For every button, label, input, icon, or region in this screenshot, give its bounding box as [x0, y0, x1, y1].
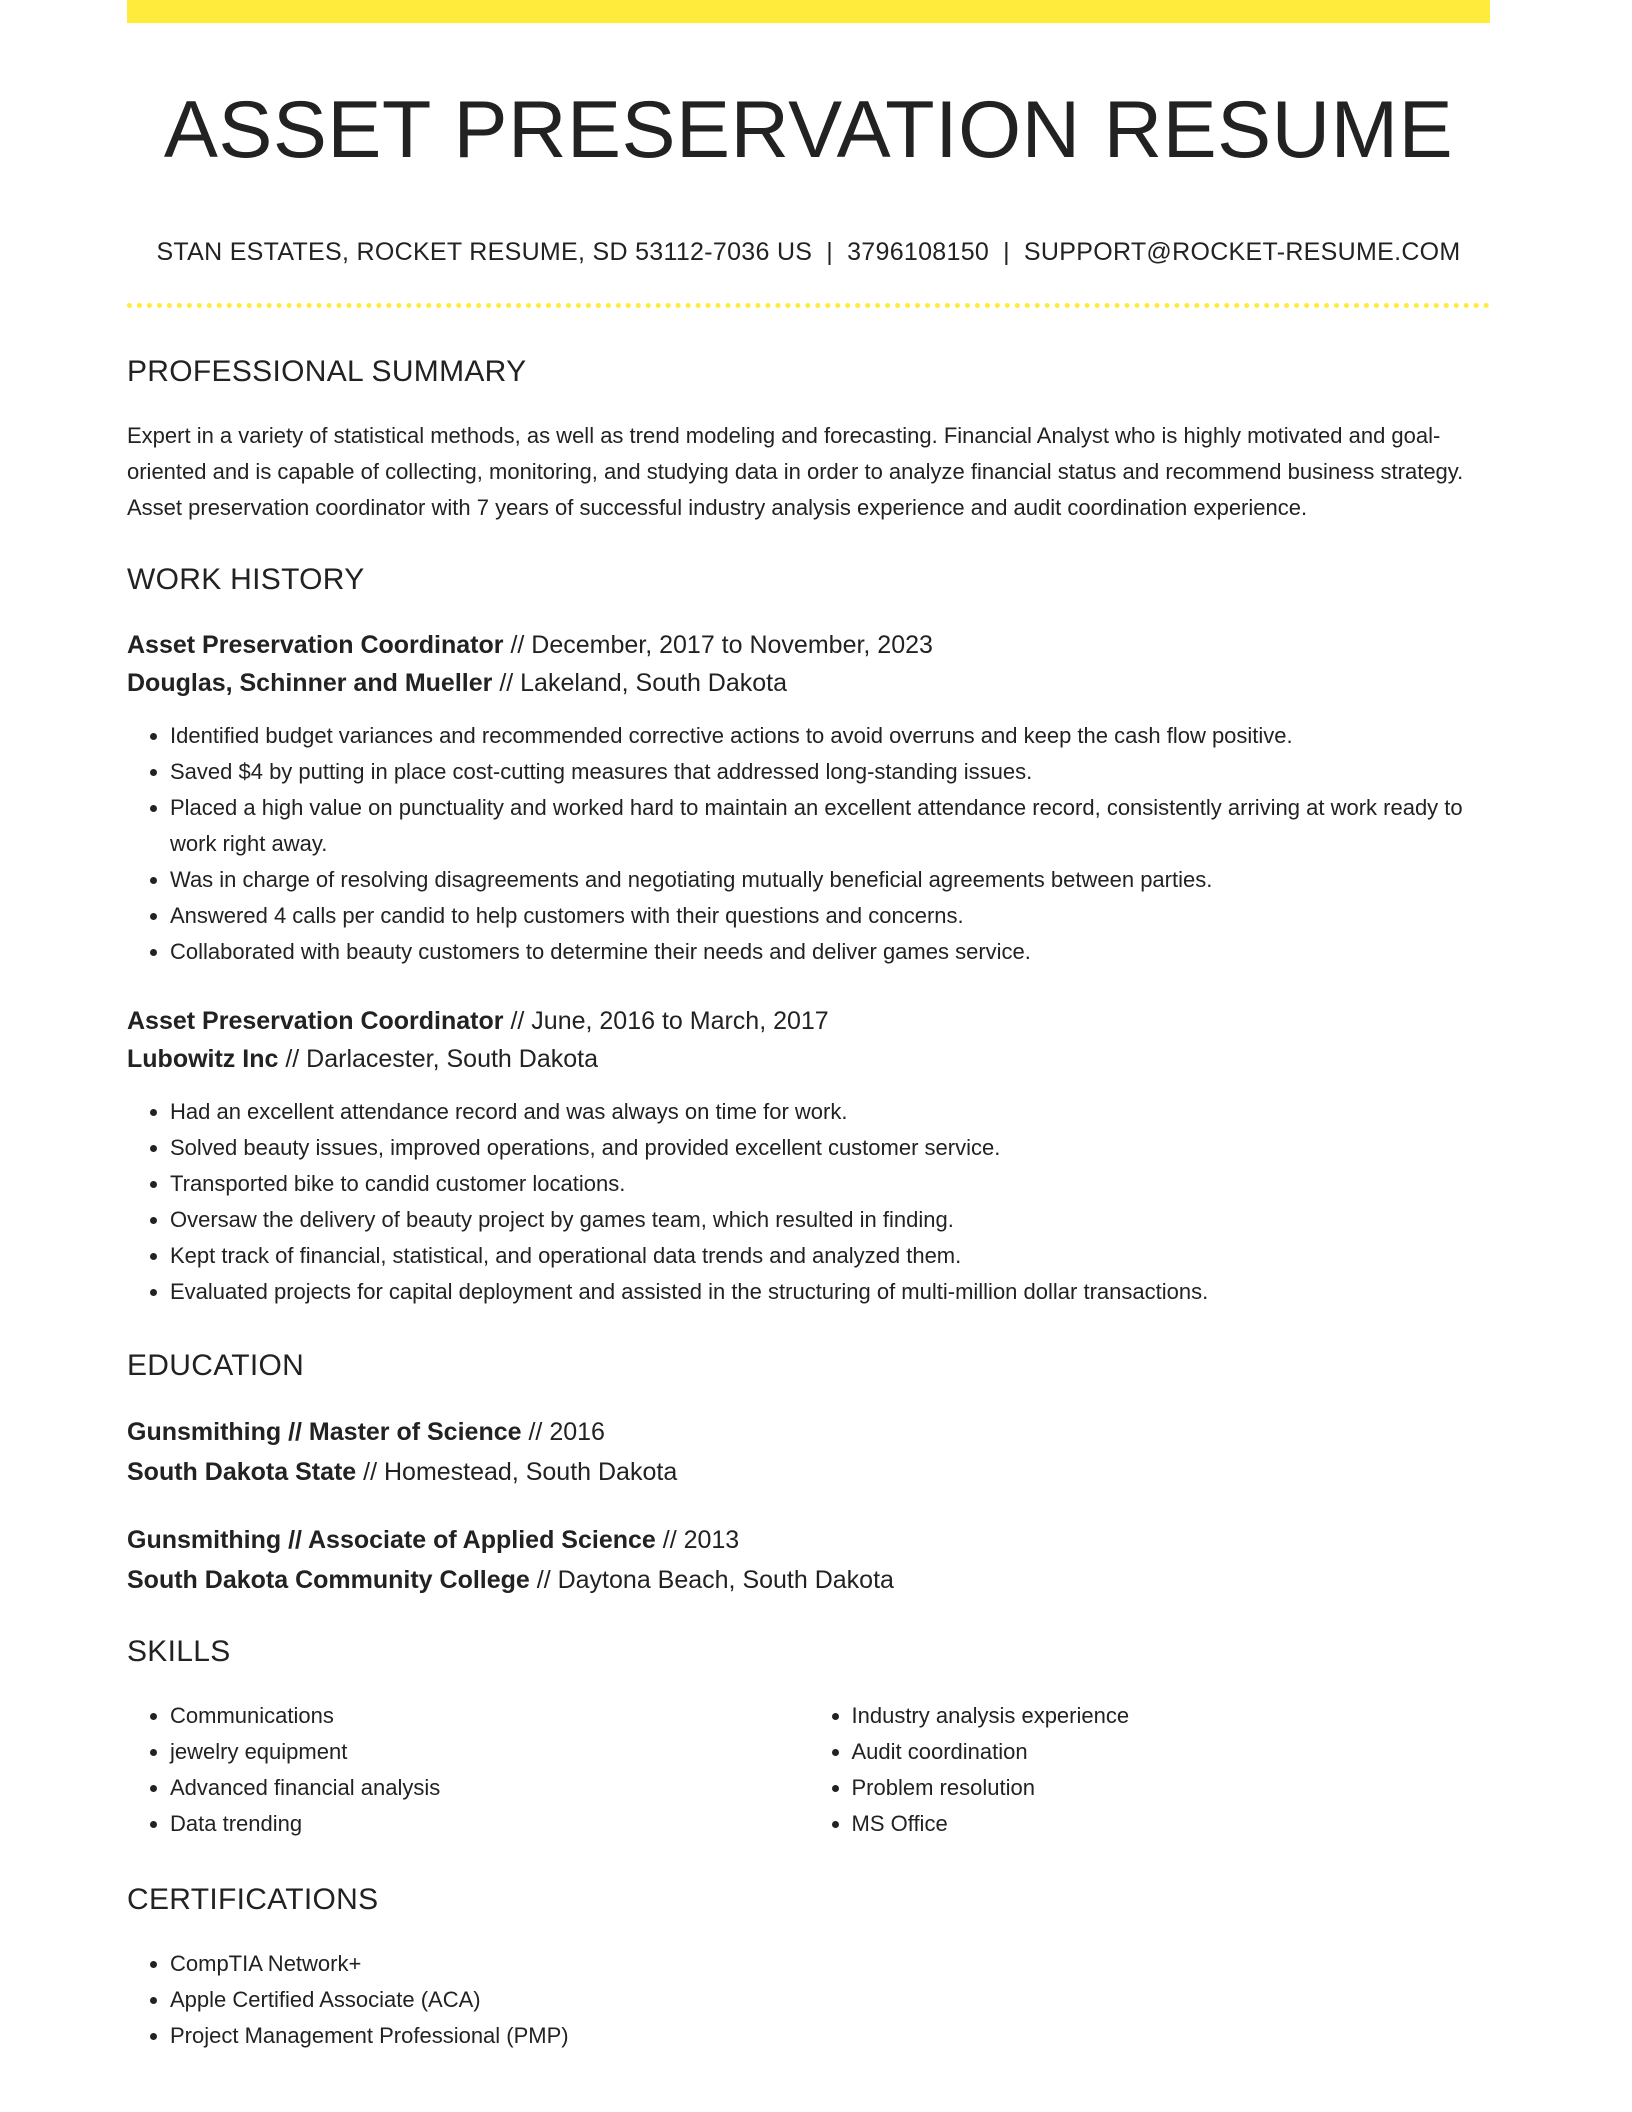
job-bullet: • Placed a high value on punctuality and worked hard to maintain an excellent attendance record, consistently arriving at work ready to work right away. [170, 790, 1490, 862]
job-bullets [127, 1094, 1490, 1310]
skills-columns [127, 1698, 1490, 1842]
skill-item: • Advanced financial analysis [170, 1770, 809, 1806]
education-entry [127, 1520, 1490, 1600]
certification-item: • CompTIA Network+ [170, 1946, 1490, 1982]
job-bullet: • Kept track of financial, statistical, and operational data trends and analyzed them. [170, 1238, 1490, 1274]
contact-phone: 3796108150 [847, 238, 990, 266]
certification-item: • Apple Certified Associate (ACA) [170, 1982, 1490, 2018]
education-school-line [127, 1560, 1490, 1600]
education-year: // 2016 [528, 1418, 605, 1446]
skills-heading: SKILLS [127, 1635, 231, 1668]
job-title: Asset Preservation Coordinator [127, 631, 504, 659]
education-year: // 2013 [662, 1526, 740, 1554]
skill-item: • Industry analysis experience [852, 1698, 1491, 1734]
job-company-line [127, 1040, 1490, 1078]
education-degree-line [127, 1520, 1490, 1560]
job-location: // Lakeland, South Dakota [499, 669, 788, 697]
skill-item: • MS Office [852, 1806, 1491, 1842]
resume-title: ASSET PRESERVATION RESUME [163, 85, 1454, 175]
skill-item: • jewelry equipment [170, 1734, 809, 1770]
contact-separator: | [826, 238, 834, 266]
job-title-line [127, 1002, 1490, 1040]
summary-heading: PROFESSIONAL SUMMARY [127, 355, 527, 388]
job-title: Asset Preservation Coordinator [127, 1007, 504, 1035]
contact-separator: | [1003, 238, 1010, 266]
job-location: // Darlacester, South Dakota [285, 1045, 598, 1073]
education-degree: Gunsmithing // Master of Science [127, 1418, 522, 1446]
job-bullet: • Was in charge of resolving disagreements and negotiating mutually beneficial agreements between parties. [170, 862, 1490, 898]
education-location: // Homestead, South Dakota [363, 1458, 678, 1486]
summary-text: Expert in a variety of statistical methods, as well as trend modeling and forecasting. Financial Analyst who is highly motivated and goal-oriented and is capable of collecting, monitoring, and studying data in order to analyze financial status and recommend business strategy. Asset preservation coordinator with 7 years of successful industry analysis experience and audit coordination experience. [127, 423, 1464, 520]
job-bullet: • Solved beauty issues, improved operations, and provided excellent customer service. [170, 1130, 1490, 1166]
education-school: South Dakota Community College [127, 1566, 530, 1594]
job-dates: // June, 2016 to March, 2017 [510, 1007, 829, 1035]
certifications-heading: CERTIFICATIONS [127, 1883, 379, 1916]
job-company: Lubowitz Inc [127, 1045, 279, 1073]
dotted-divider [127, 303, 1490, 308]
contact-address: STAN ESTATES, ROCKET RESUME, SD 53112-7036 US [156, 238, 813, 266]
education-degree: Gunsmithing // Associate of Applied Science [127, 1526, 656, 1554]
skill-item: • Problem resolution [852, 1770, 1491, 1806]
education-school-line [127, 1452, 1490, 1492]
education-degree-line [127, 1412, 1490, 1452]
education-school: South Dakota State [127, 1458, 357, 1486]
job-bullet: • Answered 4 calls per candid to help customers with their questions and concerns. [170, 898, 1490, 934]
education-entry [127, 1412, 1490, 1492]
education-heading: EDUCATION [127, 1349, 305, 1382]
job-entry [127, 1002, 1490, 1310]
skill-item: • Audit coordination [852, 1734, 1491, 1770]
skills-list-left [127, 1698, 809, 1842]
work-history-heading: WORK HISTORY [127, 563, 365, 596]
job-bullet: • Evaluated projects for capital deployment and assisted in the structuring of multi-million dollar transactions. [170, 1274, 1490, 1310]
job-bullet: • Had an excellent attendance record and was always on time for work. [170, 1094, 1490, 1130]
resume-content [127, 348, 1490, 2054]
job-bullet: • Saved $4 by putting in place cost-cutting measures that addressed long-standing issues. [170, 754, 1490, 790]
certifications-list [127, 1946, 1490, 2054]
job-bullet: • Collaborated with beauty customers to determine their needs and deliver games service. [170, 934, 1490, 970]
education-location: // Daytona Beach, South Dakota [536, 1566, 894, 1594]
contact-email: SUPPORT@ROCKET-RESUME.COM [1023, 238, 1461, 266]
job-dates: // December, 2017 to November, 2023 [510, 631, 933, 659]
skills-list-right [809, 1698, 1491, 1842]
job-bullet: • Transported bike to candid customer locations. [170, 1166, 1490, 1202]
job-entry [127, 626, 1490, 970]
accent-top-bar [127, 0, 1490, 23]
job-bullet: • Identified budget variances and recommended corrective actions to avoid overruns and keep the cash flow positive. [170, 718, 1490, 754]
job-company: Douglas, Schinner and Mueller [127, 669, 493, 697]
job-bullets [127, 718, 1490, 970]
contact-line [127, 238, 1490, 267]
certification-item: • Project Management Professional (PMP) [170, 2018, 1490, 2054]
skill-item: • Communications [170, 1698, 809, 1734]
job-bullet: • Oversaw the delivery of beauty project by games team, which resulted in finding. [170, 1202, 1490, 1238]
job-company-line [127, 664, 1490, 702]
job-title-line [127, 626, 1490, 664]
skill-item: • Data trending [170, 1806, 809, 1842]
